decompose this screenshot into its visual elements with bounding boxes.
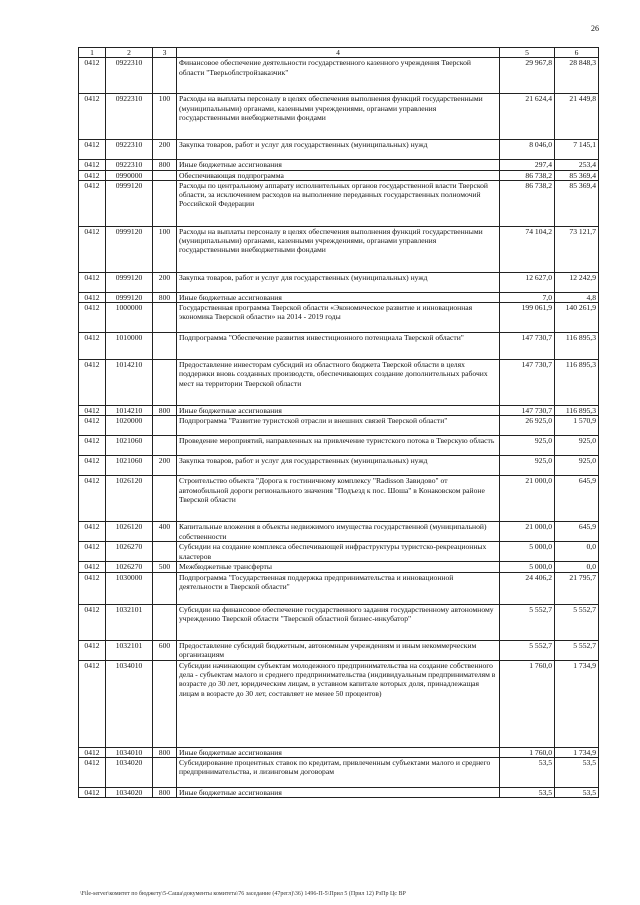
cell-c6: 116 895,3 bbox=[555, 406, 599, 416]
cell-c2: 1034010 bbox=[106, 747, 153, 757]
cell-c3: 100 bbox=[153, 226, 177, 272]
cell-c6: 73 121,7 bbox=[555, 226, 599, 272]
cell-c3: 600 bbox=[153, 640, 177, 660]
cell-c2: 0999120 bbox=[106, 272, 153, 292]
cell-c4: Подпрограмма "Государственная поддержка предпринимательства и инновационной деятельности в Тверской области" bbox=[177, 572, 500, 604]
cell-c3 bbox=[153, 333, 177, 360]
cell-c5: 925,0 bbox=[500, 436, 555, 456]
table-row bbox=[79, 333, 599, 360]
table-row bbox=[79, 758, 599, 788]
cell-c3 bbox=[153, 180, 177, 226]
cell-c3: 400 bbox=[153, 522, 177, 542]
cell-c4: Субсидии на финансовое обеспечение государственного задания государственному автономному учреждению Тверской области "Тверской областной бизнес-инкубатор" bbox=[177, 604, 500, 640]
cell-c2: 0999120 bbox=[106, 180, 153, 226]
table-row bbox=[79, 272, 599, 292]
cell-c3: 100 bbox=[153, 94, 177, 140]
column-header: 6 bbox=[555, 48, 599, 58]
cell-c1: 0412 bbox=[79, 140, 106, 160]
cell-c1: 0412 bbox=[79, 640, 106, 660]
cell-c5: 147 730,7 bbox=[500, 406, 555, 416]
cell-c1: 0412 bbox=[79, 333, 106, 360]
cell-c6: 5 552,7 bbox=[555, 604, 599, 640]
cell-c4: Подпрограмма "Развитие туристской отрасли и внешних связей Тверской области" bbox=[177, 416, 500, 436]
cell-c2: 1000000 bbox=[106, 303, 153, 333]
cell-c2: 0999120 bbox=[106, 292, 153, 302]
table-row bbox=[79, 456, 599, 476]
cell-c1: 0412 bbox=[79, 604, 106, 640]
cell-c4: Строительство объекта "Дорога к гостиничному комплексу "Radisson Завидово" от автомобильной дороги регионального значения "Подъезд к пос. Шоша" в Конаковском районе Тверской области bbox=[177, 476, 500, 522]
page-number: 26 bbox=[591, 24, 599, 33]
cell-c5: 1 760,0 bbox=[500, 660, 555, 747]
cell-c3 bbox=[153, 758, 177, 788]
column-header: 3 bbox=[153, 48, 177, 58]
cell-c4: Государственная программа Тверской области «Экономическое развитие и инновационная экономика Тверской области» на 2014 - 2019 годы bbox=[177, 303, 500, 333]
cell-c6: 645,9 bbox=[555, 476, 599, 522]
cell-c3 bbox=[153, 436, 177, 456]
cell-c5: 7,0 bbox=[500, 292, 555, 302]
cell-c4: Проведение мероприятий, направленных на привлечение туристского потока в Тверскую область bbox=[177, 436, 500, 456]
cell-c5: 26 925,0 bbox=[500, 416, 555, 436]
cell-c5: 53,5 bbox=[500, 758, 555, 788]
cell-c4: Расходы по центральному аппарату исполнительных органов государственной власти Тверской области, за исключением расходов на выполнение переданных государственных полномочий Российской Федерации bbox=[177, 180, 500, 226]
cell-c6: 1 570,9 bbox=[555, 416, 599, 436]
cell-c4: Иные бюджетные ассигнования bbox=[177, 747, 500, 757]
cell-c3 bbox=[153, 604, 177, 640]
table-row bbox=[79, 747, 599, 757]
cell-c2: 1014210 bbox=[106, 360, 153, 406]
cell-c3 bbox=[153, 360, 177, 406]
cell-c6: 645,9 bbox=[555, 522, 599, 542]
cell-c2: 0922310 bbox=[106, 94, 153, 140]
cell-c6: 925,0 bbox=[555, 456, 599, 476]
table-row bbox=[79, 226, 599, 272]
cell-c1: 0412 bbox=[79, 542, 106, 562]
cell-c3: 200 bbox=[153, 456, 177, 476]
cell-c5: 297,4 bbox=[500, 160, 555, 170]
table-body bbox=[79, 58, 599, 798]
cell-c2: 1014210 bbox=[106, 406, 153, 416]
table-row bbox=[79, 562, 599, 572]
cell-c2: 1032101 bbox=[106, 604, 153, 640]
cell-c2: 1021060 bbox=[106, 436, 153, 456]
cell-c6: 85 369,4 bbox=[555, 180, 599, 226]
cell-c5: 53,5 bbox=[500, 788, 555, 798]
column-header: 4 bbox=[177, 48, 500, 58]
cell-c1: 0412 bbox=[79, 360, 106, 406]
cell-c2: 1026270 bbox=[106, 542, 153, 562]
cell-c5: 5 552,7 bbox=[500, 640, 555, 660]
cell-c4: Субсидии на создание комплекса обеспечивающей инфраструктуры туристско-рекреационных кластеров bbox=[177, 542, 500, 562]
cell-c6: 1 734,9 bbox=[555, 747, 599, 757]
cell-c2: 0922310 bbox=[106, 58, 153, 94]
cell-c3: 800 bbox=[153, 292, 177, 302]
cell-c5: 74 104,2 bbox=[500, 226, 555, 272]
cell-c6: 253,4 bbox=[555, 160, 599, 170]
cell-c6: 1 734,9 bbox=[555, 660, 599, 747]
cell-c5: 1 760,0 bbox=[500, 747, 555, 757]
cell-c4: Расходы на выплаты персоналу в целях обеспечения выполнения функций государственными (муниципальными) органами, казенными учреждениями, органами управления государственными внебюджетными фондами bbox=[177, 94, 500, 140]
cell-c6: 7 145,1 bbox=[555, 140, 599, 160]
cell-c2: 0990000 bbox=[106, 170, 153, 180]
cell-c1: 0412 bbox=[79, 303, 106, 333]
cell-c4: Иные бюджетные ассигнования bbox=[177, 788, 500, 798]
cell-c4: Субсидии начинающим субъектам молодежного предпринимательства на создание собственного дела - субъектам малого и среднего предпринимательства (индивидуальным предпринимателям в возрасте до 30 лет, юридическим лицам, в уставном капитале которых доля, принадлежащая лицам в возрасте до 30 лет, составляет не менее 50 процентов) bbox=[177, 660, 500, 747]
table-row bbox=[79, 604, 599, 640]
cell-c3 bbox=[153, 58, 177, 94]
table-header-row bbox=[79, 48, 599, 58]
cell-c1: 0412 bbox=[79, 180, 106, 226]
table-row bbox=[79, 572, 599, 604]
cell-c3: 800 bbox=[153, 788, 177, 798]
cell-c5: 5 000,0 bbox=[500, 562, 555, 572]
cell-c4: Расходы на выплаты персоналу в целях обеспечения выполнения функций государственными (муниципальными) органами, казенными учреждениями, органами управления государственными внебюджетными фондами bbox=[177, 226, 500, 272]
cell-c1: 0412 bbox=[79, 476, 106, 522]
cell-c2: 1034020 bbox=[106, 758, 153, 788]
cell-c5: 12 627,0 bbox=[500, 272, 555, 292]
cell-c1: 0412 bbox=[79, 416, 106, 436]
table-row bbox=[79, 660, 599, 747]
table-row bbox=[79, 292, 599, 302]
cell-c4: Иные бюджетные ассигнования bbox=[177, 292, 500, 302]
cell-c4: Закупка товаров, работ и услуг для государственных (муниципальных) нужд bbox=[177, 272, 500, 292]
cell-c5: 86 738,2 bbox=[500, 170, 555, 180]
cell-c4: Предоставление инвесторам субсидий из областного бюджета Тверской области в целях поддержки вновь созданных производств, обеспечивающих создание дополнительных рабочих мест на территории Тверской области bbox=[177, 360, 500, 406]
cell-c6: 21 449,8 bbox=[555, 94, 599, 140]
cell-c1: 0412 bbox=[79, 660, 106, 747]
cell-c3: 200 bbox=[153, 272, 177, 292]
cell-c5: 5 552,7 bbox=[500, 604, 555, 640]
column-header: 2 bbox=[106, 48, 153, 58]
cell-c6: 53,5 bbox=[555, 758, 599, 788]
cell-c1: 0412 bbox=[79, 292, 106, 302]
cell-c5: 21 624,4 bbox=[500, 94, 555, 140]
cell-c3 bbox=[153, 303, 177, 333]
table-row bbox=[79, 94, 599, 140]
cell-c5: 8 046,0 bbox=[500, 140, 555, 160]
cell-c5: 24 406,2 bbox=[500, 572, 555, 604]
cell-c6: 0,0 bbox=[555, 542, 599, 562]
cell-c2: 1034020 bbox=[106, 788, 153, 798]
cell-c5: 5 000,0 bbox=[500, 542, 555, 562]
cell-c6: 5 552,7 bbox=[555, 640, 599, 660]
cell-c3 bbox=[153, 170, 177, 180]
cell-c1: 0412 bbox=[79, 522, 106, 542]
cell-c6: 4,8 bbox=[555, 292, 599, 302]
cell-c1: 0412 bbox=[79, 160, 106, 170]
cell-c3 bbox=[153, 542, 177, 562]
cell-c5: 21 000,0 bbox=[500, 522, 555, 542]
column-header: 5 bbox=[500, 48, 555, 58]
file-path-footer: \File-server\комитет по бюджету\5-Саша\документы комитета\76 заседание (47регл)\36) 1496-П-5\Прил 5 (Прил 12) РзПр Цс ВР bbox=[80, 891, 406, 897]
cell-c4: Закупка товаров, работ и услуг для государственных (муниципальных) нужд bbox=[177, 456, 500, 476]
cell-c3: 500 bbox=[153, 562, 177, 572]
cell-c3: 800 bbox=[153, 406, 177, 416]
cell-c1: 0412 bbox=[79, 436, 106, 456]
cell-c4: Межбюджетные трансферты bbox=[177, 562, 500, 572]
cell-c1: 0412 bbox=[79, 456, 106, 476]
cell-c3: 800 bbox=[153, 160, 177, 170]
cell-c3 bbox=[153, 476, 177, 522]
cell-c6: 21 795,7 bbox=[555, 572, 599, 604]
cell-c2: 1032101 bbox=[106, 640, 153, 660]
cell-c4: Субсидирование процентных ставок по кредитам, привлеченным субъектами малого и среднего предпринимательства, и лизинговым договорам bbox=[177, 758, 500, 788]
table-row bbox=[79, 542, 599, 562]
table-row bbox=[79, 522, 599, 542]
cell-c4: Иные бюджетные ассигнования bbox=[177, 406, 500, 416]
table-row bbox=[79, 788, 599, 798]
cell-c1: 0412 bbox=[79, 747, 106, 757]
cell-c2: 1034010 bbox=[106, 660, 153, 747]
cell-c3: 800 bbox=[153, 747, 177, 757]
table-row bbox=[79, 58, 599, 94]
table-row bbox=[79, 170, 599, 180]
cell-c2: 0922310 bbox=[106, 140, 153, 160]
cell-c4: Капитальные вложения в объекты недвижимого имущества государственной (муниципальной) собственности bbox=[177, 522, 500, 542]
cell-c1: 0412 bbox=[79, 572, 106, 604]
cell-c1: 0412 bbox=[79, 170, 106, 180]
table-row bbox=[79, 140, 599, 160]
cell-c2: 1026270 bbox=[106, 562, 153, 572]
cell-c2: 1026120 bbox=[106, 522, 153, 542]
cell-c1: 0412 bbox=[79, 406, 106, 416]
table-row bbox=[79, 303, 599, 333]
cell-c3 bbox=[153, 416, 177, 436]
cell-c6: 116 895,3 bbox=[555, 360, 599, 406]
cell-c2: 1010000 bbox=[106, 333, 153, 360]
table-row bbox=[79, 640, 599, 660]
cell-c6: 28 848,3 bbox=[555, 58, 599, 94]
cell-c1: 0412 bbox=[79, 58, 106, 94]
cell-c4: Иные бюджетные ассигнования bbox=[177, 160, 500, 170]
cell-c2: 0999120 bbox=[106, 226, 153, 272]
cell-c1: 0412 bbox=[79, 758, 106, 788]
cell-c2: 1030000 bbox=[106, 572, 153, 604]
table-row bbox=[79, 476, 599, 522]
cell-c1: 0412 bbox=[79, 788, 106, 798]
cell-c5: 86 738,2 bbox=[500, 180, 555, 226]
cell-c1: 0412 bbox=[79, 226, 106, 272]
table-row bbox=[79, 436, 599, 456]
cell-c3 bbox=[153, 660, 177, 747]
cell-c6: 53,5 bbox=[555, 788, 599, 798]
cell-c3: 200 bbox=[153, 140, 177, 160]
cell-c5: 147 730,7 bbox=[500, 360, 555, 406]
table-row bbox=[79, 360, 599, 406]
cell-c6: 116 895,3 bbox=[555, 333, 599, 360]
cell-c6: 140 261,9 bbox=[555, 303, 599, 333]
cell-c2: 1026120 bbox=[106, 476, 153, 522]
cell-c2: 0922310 bbox=[106, 160, 153, 170]
column-header: 1 bbox=[79, 48, 106, 58]
cell-c3 bbox=[153, 572, 177, 604]
cell-c4: Закупка товаров, работ и услуг для государственных (муниципальных) нужд bbox=[177, 140, 500, 160]
cell-c4: Обеспечивающая подпрограмма bbox=[177, 170, 500, 180]
cell-c1: 0412 bbox=[79, 562, 106, 572]
cell-c6: 0,0 bbox=[555, 562, 599, 572]
table-row bbox=[79, 416, 599, 436]
cell-c5: 925,0 bbox=[500, 456, 555, 476]
table-row bbox=[79, 160, 599, 170]
cell-c5: 29 967,8 bbox=[500, 58, 555, 94]
cell-c6: 925,0 bbox=[555, 436, 599, 456]
cell-c4: Подпрограмма "Обеспечение развития инвестиционного потенциала Тверской области" bbox=[177, 333, 500, 360]
cell-c5: 199 061,9 bbox=[500, 303, 555, 333]
table-row bbox=[79, 180, 599, 226]
budget-table bbox=[78, 47, 599, 798]
table-row bbox=[79, 406, 599, 416]
cell-c5: 21 000,0 bbox=[500, 476, 555, 522]
cell-c1: 0412 bbox=[79, 94, 106, 140]
cell-c5: 147 730,7 bbox=[500, 333, 555, 360]
cell-c4: Предоставление субсидий бюджетным, автономным учреждениям и иным некоммерческим организациям bbox=[177, 640, 500, 660]
cell-c6: 12 242,9 bbox=[555, 272, 599, 292]
cell-c6: 85 369,4 bbox=[555, 170, 599, 180]
cell-c2: 1021060 bbox=[106, 456, 153, 476]
cell-c4: Финансовое обеспечение деятельности государственного казенного учреждения Тверской области "Тверьоблстройзаказчик" bbox=[177, 58, 500, 94]
cell-c2: 1020000 bbox=[106, 416, 153, 436]
cell-c1: 0412 bbox=[79, 272, 106, 292]
